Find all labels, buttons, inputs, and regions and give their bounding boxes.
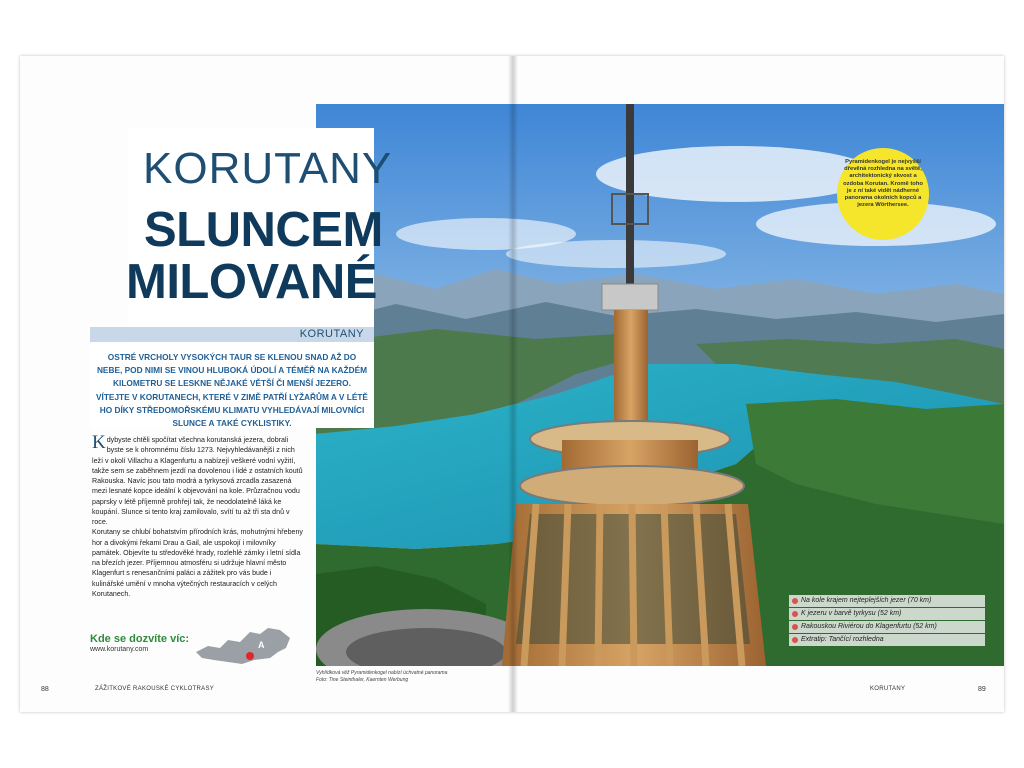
route-item: Rakouskou Riviérou do Klagenfurtu (52 km) [789, 621, 985, 633]
badge-text: Pyramidenkogel je nejvyšší dřevěná rozhledna na světě, architektonický skvost a ozdoba Korutan. Kromě toho je z ní také vidět nádherné panorama okolních kopců a jezera Wörthersee. [843, 159, 923, 209]
route-item: Na kole krajem nejteplejších jezer (70 km) [789, 595, 985, 607]
magazine-spread [20, 56, 1004, 712]
info-title: Kde se dozvíte víc: [90, 633, 190, 645]
spine-shadow [508, 56, 518, 712]
body-paragraph-2: Korutany se chlubí bohatstvím přírodních krás, mohutnými hřebeny hor a divokými řekami Drau a Gail, ale uspokojí i milovníky památek. Objevíte tu středověké hrady, rozlehlé zámky i letní sídla na březích jezer. Příjemnou atmosféru si udržuje hlavní město Klagenfurt s renesančními paláci a zážitek pro vás bude i kulinářské umění v mnoha výtečných restauracích v celých Korutanech. [92, 528, 303, 598]
route-list [789, 595, 985, 647]
title-line-2: SLUNCEM [144, 203, 383, 257]
route-bullet-icon [792, 598, 798, 604]
section-band [90, 327, 374, 342]
photo-caption [316, 670, 556, 683]
body-text [92, 432, 304, 599]
body-paragraph-1: dybyste chtěli spočítat všechna korutanská jezera, dobrali byste se k ohromnému číslu 1273. Nejvyhledávanější z nich leží v okolí Villachu a Klagenfurtu a nabízejí veškeré vodní vyžití, takže sem se zaběhnem jezdí na dovolenou i lidé z ostatních koutů Rakouska. Navíc jsou tato modrá a tyrkysová zrcadla zasazená mezi lesnaté kopce ideální k objevování na kole. Průzračnou vodu paprsky v létě příjemně prohřejí tak, že neodolatelně láká ke koupání. Slunce si tento kraj zamilovalo, svítí tu až tři sta dnů v roce. [92, 436, 303, 526]
route-bullet-icon [792, 624, 798, 630]
page-number-right: 89 [978, 686, 986, 693]
running-header-right: KORUTANY [870, 686, 906, 692]
route-item: K jezeru v barvě tyrkysu (52 km) [789, 608, 985, 620]
caption-line-2: Foto: Tine Steinthaler, Kaernten Werbung [316, 676, 409, 683]
route-bullet-icon [792, 637, 798, 643]
lead-paragraph: OSTRÉ VRCHOLY VYSOKÝCH TAUR SE KLENOU SNAD AŽ DO NEBE, POD NIMI SE VINOU HLUBOKÁ ÚDOLÍ A TÉMĚŘ NA KAŽDÉM KILOMETRU SE LESKNE NĚJAKÉ VĚTŠÍ ČI MENŠÍ JEZERO. VÍTEJTE V KORUTANECH, KTERÉ V ZIMĚ PATŘÍ LYŽAŘŮM A V LÉTĚ HO DÍKY STŘEDOMOŘSKÉMU KLIMATU VYHLEDÁVAJÍ MILOVNÍCI SLUNCE A TAKÉ CYKLISTIKY. [96, 352, 368, 429]
caption-line-1: Vyhlídková věž Pyramidenkogel nabízí úchvatné panorama [316, 670, 448, 676]
title-line-1: KORUTANY [143, 144, 393, 193]
austria-map-icon [194, 622, 294, 668]
info-url-link[interactable]: www.korutany.com [90, 646, 149, 653]
page-number-left: 88 [41, 686, 49, 693]
running-header-left: ZÁŽITKOVÉ RAKOUSKÉ CYKLOTRASY [95, 686, 215, 692]
route-bullet-icon [792, 611, 798, 617]
section-label: KORUTANY [299, 328, 364, 340]
title-line-3: MILOVANÉ [126, 255, 377, 309]
map-marker-label: A [258, 640, 265, 650]
route-item: Extratip: Tančící rozhledna [789, 634, 985, 646]
drop-cap: K [92, 432, 106, 453]
